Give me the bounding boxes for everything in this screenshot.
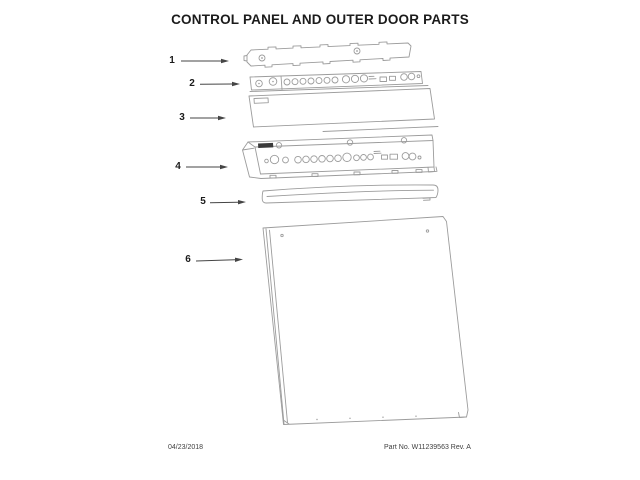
callout-label-5: 5 (200, 196, 206, 207)
part-4-console-drawing (243, 127, 439, 179)
footer-part-number: Part No. W11239563 Rev. A (384, 444, 471, 451)
part-3-panel-insert-drawing (249, 89, 435, 128)
part-2-control-board-drawing (250, 72, 428, 92)
callout-6-arrow (196, 258, 243, 262)
callout-2-arrow (200, 82, 240, 86)
callout-4-arrow (186, 165, 228, 169)
callout-label-6: 6 (185, 254, 191, 265)
callout-1-arrow (181, 59, 229, 63)
callout-3-arrow (190, 116, 226, 120)
part-1-reinforcement-strip-drawing (244, 42, 411, 67)
part-6-outer-door-drawing (263, 217, 468, 425)
callout-label-2: 2 (189, 78, 195, 89)
page-title: CONTROL PANEL AND OUTER DOOR PARTS (171, 12, 469, 27)
callout-label-4: 4 (175, 161, 181, 172)
part-5-trim-strip-drawing (262, 185, 438, 203)
callout-label-3: 3 (179, 112, 185, 123)
callout-label-1: 1 (169, 55, 175, 66)
footer-date: 04/23/2018 (168, 444, 204, 451)
callout-5-arrow (210, 200, 246, 204)
